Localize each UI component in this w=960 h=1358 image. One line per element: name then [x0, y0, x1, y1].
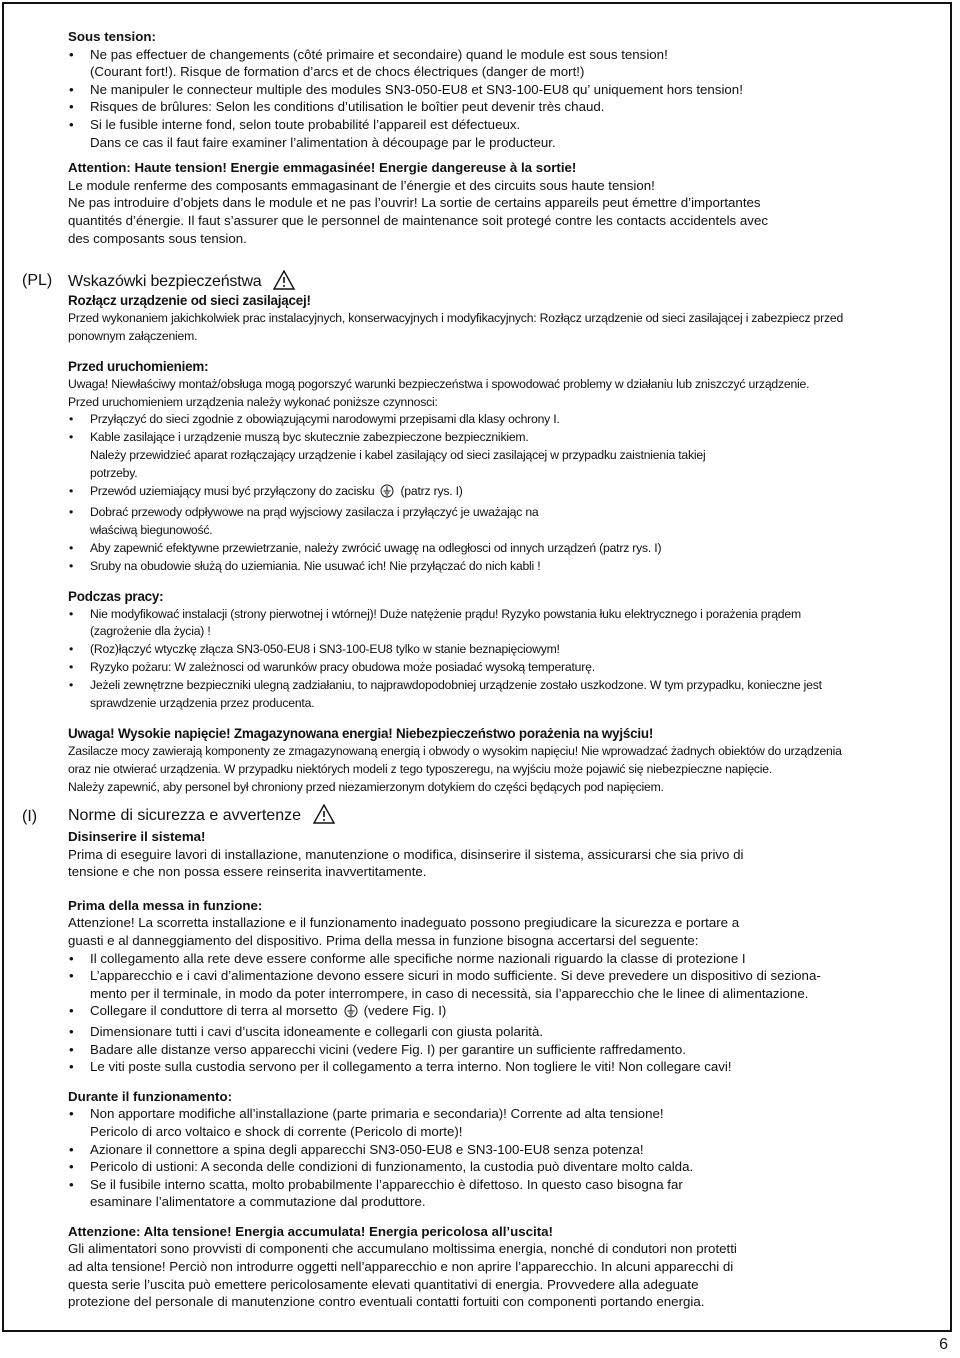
list-item: Pericolo di arco voltaico e shock di corrente (Pericolo di morte)!	[90, 1123, 463, 1139]
list-item: • Dobrać przewody odpływowe na prąd wyjsciowy zasilacza i przyłączyć je uważając na	[68, 504, 936, 522]
pl-warning: Uwaga! Wysokie napięcie! Zmagazynowana energia! Niebezpieczeństwo porażenia na wyjściu!	[68, 725, 654, 741]
it-during-heading: Durante il funzionamento:	[68, 1088, 232, 1104]
list-item: • Si le fusible interne fond, selon toute probabilité l’appareil est défectueux.	[68, 116, 936, 134]
pl-before1: Uwaga! Niewłaściwy montaż/obsługa mogą pogorszyć warunki bezpieczeństwa i spowodować problemy w działaniu lub zniszczyć urządzenie.	[68, 376, 810, 391]
list-item: • L’apparecchio e i cavi d’alimentazione devono essere sicuri in modo sufficiente. Si deve prevedere un dispositivo di seziona-	[68, 967, 936, 985]
pl-disconnect: Rozłącz urządzenie od sieci zasilającej!	[68, 293, 311, 308]
it-before-heading: Prima della messa in funzione:	[68, 897, 263, 913]
italian-section	[68, 804, 936, 1311]
french-section	[68, 28, 936, 247]
list-item: • Sruby na obudowie służą do uziemiania. Nie usuwać ich! Nie przyłączać do nich kabli !	[68, 558, 936, 576]
list-item: • Ne manipuler le connecteur multiple des modules SN3-050-EU8 et SN3-100-EU8 qu’ uniquement hors tension!	[68, 81, 936, 99]
it-before2: guasti e al danneggiamento del dispositivo. Prima della messa in funzione bisogna accertarsi del seguente:	[68, 932, 699, 948]
pl-intro2: ponownym załączeniem.	[68, 328, 198, 343]
pl-lang-label: (PL)	[22, 272, 53, 289]
list-item: • Ryzyko pożaru: W zależnosci od warunków pracy obudowa może posiadać wysoką temperaturę.	[68, 659, 936, 677]
list-item: esaminare l’alimentatore a commutazione dal produttore.	[90, 1194, 426, 1210]
it-w3: questa serie l’uscita può emettere pericolosamente elevati quantitativi di energia. Provvedere alla adeguate	[68, 1276, 699, 1292]
list-item	[68, 483, 936, 504]
list-item: Należy przewidzieć aparat rozłączający urządzenie i kabel zasilający od sieci zasilającej w przypadku zaistnienia takiej	[90, 448, 706, 463]
page-number: 6	[939, 1336, 948, 1353]
fr-heading: Sous tension:	[68, 29, 156, 44]
fr-para2a: Ne pas introduire d’objets dans le module et ne pas l’ouvrir! La sortie de certains appareils peut émettre d’importantes	[68, 195, 761, 211]
fr-para1: Le module renferme des composants emmagasinant de l’énergie et des circuits sous haute tension!	[68, 177, 655, 193]
it-before1: Attenzione! La scorretta installazione e il funzionamento inadeguato possono pregiudicare la sicurezza e portare a	[68, 915, 740, 931]
it-w2: ad alta tensione! Perciò non introdurre oggetti nell’apparecchio e non aprire l’apparecchio. In alcuni apparecchi di	[68, 1259, 734, 1275]
list-item: • Azionare il connettore a spina degli apparecchi SN3-050-EU8 e SN3-100-EU8 senza potenza!	[68, 1141, 936, 1159]
ground-symbol-icon	[380, 484, 394, 504]
fr-attention: Attention: Haute tension! Energie emmagasinée! Energie dangereuse à la sortie!	[68, 160, 577, 176]
list-item: Dans ce cas il faut faire examiner l’alimentation à découpage par le producteur.	[90, 134, 556, 150]
it-b3b: (vedere Fig. I)	[363, 1003, 447, 1019]
list-item: • Przyłączyć do sieci zgodnie z obowiązującymi narodowymi przepisami dla klasy ochrony I.	[68, 411, 936, 429]
list-item: właściwą biegunowość.	[90, 522, 213, 537]
list-item: • Nie modyfikować instalacji (strony pierwotnej i wtórnej)! Duże natężenie prądu! Ryzyko powstania łuku elektrycznego i porażenia prądem	[68, 606, 936, 624]
pl-b3a: Przewód uziemiający musi być przyłączony do zacisku	[90, 484, 375, 499]
list-item: • Badare alle distanze verso apparecchi vicini (vedere Fig. I) per garantire un sufficiente raffredamento.	[68, 1041, 936, 1059]
list-item: • Il collegamento alla rete deve essere conforme alle specifiche norme nazionali riguardo la classe di protezione I	[68, 950, 936, 968]
it-lang-label: (I)	[22, 808, 38, 825]
list-item: • Pericolo di ustioni: A seconda delle condizioni di funzionamento, la custodia può diventare molto calda.	[68, 1158, 936, 1176]
list-item: (zagrożenie dla życia) !	[90, 624, 211, 639]
pl-title: Wskazówki bezpieczeństwa	[68, 273, 262, 290]
list-item: • Risques de brûlures: Selon les conditions d’utilisation le boîtier peut devenir très chaud.	[68, 98, 936, 116]
list-item: • (Roz)łączyć wtyczkę złącza SN3-050-EU8 i SN3-100-EU8 tylko w stanie beznapięciowym!	[68, 641, 936, 659]
fr-bullet-list	[68, 46, 936, 152]
pl-during-heading: Podczas pracy:	[68, 588, 164, 604]
polish-section	[68, 270, 936, 797]
it-w1: Gli alimentatori sono provvisti di componenti che accumulano moltissima energia, nonché di condutori non protetti	[68, 1241, 737, 1257]
it-p1a: Prima di eseguire lavori di installazione, manutenzione o modifica, disinserire il sistema, assicurarsi che sia privo di	[68, 846, 744, 862]
list-item: sprawdzenie urządzenia przez producenta.	[90, 696, 315, 711]
list-item	[68, 1002, 936, 1023]
it-before-list	[68, 950, 936, 1076]
list-item: • Se il fusibile interno scatta, molto probabilmente l’apparecchio è difettoso. In questo caso bisogna far	[68, 1176, 936, 1194]
it-disconnect: Disinserire il sistema!	[68, 829, 206, 844]
list-item: • Aby zapewnić efektywne przewietrzanie, należy zwrócić uwagę na odległosci od innych urządzeń (patrz rys. I)	[68, 540, 936, 558]
warning-icon	[313, 804, 335, 829]
pl-b3b: (patrz rys. I)	[400, 484, 463, 499]
it-p1b: tensione e che non possa essere reinserita inavvertitamente.	[68, 864, 427, 880]
fr-para2c: des composants sous tension.	[68, 230, 247, 246]
it-during-list	[68, 1105, 936, 1211]
list-item: (Courant fort!). Risque de formation d’arcs et de chocs électriques (danger de mort!)	[90, 64, 585, 80]
list-item: • Dimensionare tutti i cavi d’uscita idoneamente e collegarli con giusta polarità.	[68, 1023, 936, 1041]
list-item: mento per il terminale, in modo da poter interrompere, in caso di necessità, sia l’apparecchio che le linee di alimentazione.	[90, 985, 809, 1001]
fr-para2b: quantités d’énergie. Il faut s’assurer que le personnel de maintenance soit protegé contre les contacts accidentels avec	[68, 212, 768, 228]
it-b3a: Collegare il conduttore di terra al morsetto	[90, 1003, 338, 1019]
it-title: Norme di sicurezza e avvertenze	[68, 807, 301, 824]
list-item: • Non apportare modifiche all’installazione (parte primaria e secondaria)! Corrente ad alta tensione!	[68, 1105, 936, 1123]
list-item: • Jeżeli zewnętrzne bezpieczniki ulegną zadziałaniu, to najprawdopodobniej urządzenie zostało uszkodzone. W tym przypadku, konieczne jest	[68, 677, 936, 695]
pl-before-heading: Przed uruchomieniem:	[68, 358, 209, 374]
pl-during-list	[68, 606, 936, 713]
pl-w2: oraz nie otwierać urządzenia. W przypadku niektórych modeli z tego typoszeregu, na wyjściu może pojawić się niebezpieczne napięcie.	[68, 761, 773, 776]
it-w4: protezione del personale di manutenzione contro eventuali contatti fortuiti con componenti portando energia.	[68, 1294, 705, 1310]
list-item: • Le viti poste sulla custodia servono per il collegamento a terra interno. Non togliere le viti! Non collegare cavi!	[68, 1058, 936, 1076]
list-item: • Ne pas effectuer de changements (côté primaire et secondaire) quand le module est sous tension!	[68, 46, 936, 64]
pl-intro1: Przed wykonaniem jakichkolwiek prac instalacyjnych, konserwacyjnych i modyfikacyjnych: Rozłącz urządzenie od sieci zasilającej i zabezpiecz przed	[68, 310, 844, 325]
list-item: • Kable zasilające i urządzenie muszą byc skutecznie zabezpieczone bezpiecznikiem.	[68, 429, 936, 447]
pl-before2: Przed uruchomieniem urządzenia należy wykonać poniższe czynnosci:	[68, 394, 438, 409]
pl-w3: Należy zapewnić, aby personel był chroniony przed niezamierzonym dotykiem do części będących pod napięciem.	[68, 779, 664, 794]
pl-before-list	[68, 411, 936, 575]
list-item: potrzeby.	[90, 466, 138, 481]
pl-w1: Zasilacze mocy zawierają komponenty ze zmagazynowaną energią i obwody o wysokim napięciu! Nie wprowadzać żadnych obiektów do urządzenia	[68, 743, 842, 758]
it-warning: Attenzione: Alta tensione! Energia accumulata! Energia pericolosa all’uscita!	[68, 1223, 553, 1239]
ground-symbol-icon	[344, 1004, 358, 1023]
